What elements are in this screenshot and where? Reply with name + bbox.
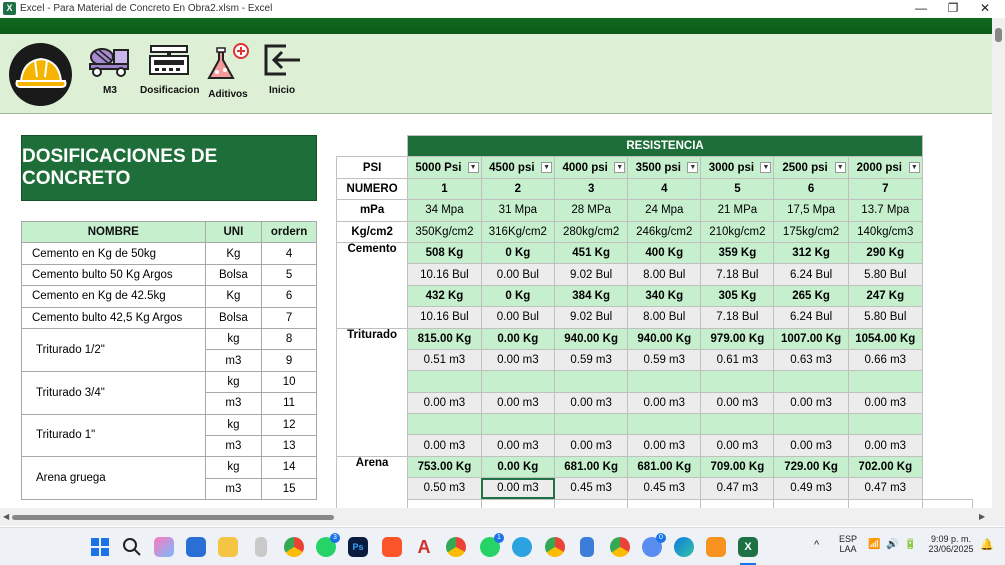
value-cell[interactable]: 28 MPa	[555, 200, 628, 221]
empty-cell[interactable]	[481, 371, 554, 392]
value-cell[interactable]: 0.00 m3	[408, 392, 481, 413]
windows-taskbar	[0, 527, 1005, 565]
material-name-cell[interactable]: Cemento en Kg de 42.5kg	[22, 286, 206, 307]
psi-label: 3500 psi	[635, 161, 681, 174]
empty-cell[interactable]	[555, 499, 628, 508]
value-cell[interactable]: 2	[481, 178, 554, 199]
nav-label-inicio: Inicio	[268, 85, 296, 96]
empty-cell[interactable]	[701, 414, 774, 435]
nav-label-dosificacion: Dosificacion	[140, 85, 200, 96]
empty-cell[interactable]	[408, 414, 481, 435]
value-cell[interactable]: 0.00 m3	[848, 392, 922, 413]
value-cell[interactable]: 210kg/cm2	[701, 221, 774, 242]
empty-cell[interactable]	[774, 499, 848, 508]
nav-button-inicio[interactable]	[260, 42, 304, 96]
value-cell[interactable]: 0.00 m3	[481, 478, 554, 499]
value-cell[interactable]: 0.00 m3	[701, 392, 774, 413]
page-title: DOSIFICACIONES DE CONCRETO	[21, 135, 317, 201]
value-cell[interactable]: 1	[408, 178, 481, 199]
nav-ribbon	[0, 34, 992, 114]
value-cell[interactable]: 0.00 m3	[701, 435, 774, 456]
psi-label: 3000 psi	[708, 161, 755, 174]
unit-cell[interactable]: Bolsa	[205, 307, 262, 328]
volume-icon[interactable]: 🔊	[886, 539, 899, 550]
value-cell[interactable]: 5.80 Bul	[848, 264, 922, 285]
value-cell[interactable]: 6.24 Bul	[774, 264, 848, 285]
unit-cell[interactable]: m3	[205, 478, 262, 499]
table-row	[337, 349, 973, 370]
chrome-profile3-icon[interactable]	[610, 537, 630, 557]
nav-button-m3[interactable]	[88, 42, 132, 96]
value-cell[interactable]: 702.00 Kg	[848, 456, 922, 477]
telegram-icon[interactable]	[512, 537, 532, 557]
table-row	[22, 264, 317, 285]
wifi-icon[interactable]: 📶	[868, 539, 881, 550]
whatsapp2-badge: 1	[494, 533, 504, 543]
acrobat-icon[interactable]: A	[417, 537, 431, 557]
excel-app-icon: X	[3, 2, 16, 15]
value-cell[interactable]: 940.00 Kg	[555, 328, 628, 349]
table-row	[337, 307, 973, 328]
empty-cell[interactable]	[774, 414, 848, 435]
notepad-icon[interactable]	[580, 537, 594, 557]
value-cell[interactable]: 0 Kg	[481, 242, 554, 263]
unit-cell[interactable]: kg	[205, 371, 262, 392]
value-cell[interactable]: 0.00 m3	[481, 392, 554, 413]
row-label-arena: Arena	[337, 456, 408, 508]
order-cell[interactable]: 15	[262, 478, 317, 499]
nav-label-m3: M3	[103, 85, 117, 96]
vertical-scroll-thumb[interactable]	[995, 28, 1002, 42]
value-cell[interactable]: 0.00 Bul	[481, 264, 554, 285]
chrome-badge: 0	[656, 533, 666, 543]
close-button[interactable]: ✕	[979, 1, 991, 15]
windows-start-icon[interactable]	[90, 537, 110, 557]
value-cell[interactable]: 9.02 Bul	[555, 264, 628, 285]
edge-icon[interactable]	[674, 537, 694, 557]
order-cell[interactable]: 14	[262, 457, 317, 478]
table-row	[337, 414, 973, 435]
empty-cell[interactable]	[628, 371, 701, 392]
table-row	[22, 457, 317, 478]
whiteboard-icon[interactable]	[186, 537, 206, 557]
unit-cell[interactable]: m3	[205, 393, 262, 414]
value-cell[interactable]: 5.80 Bul	[848, 307, 922, 328]
value-cell[interactable]: 0.47 m3	[701, 478, 774, 499]
value-cell[interactable]: 5	[701, 178, 774, 199]
value-cell[interactable]: 7.18 Bul	[701, 307, 774, 328]
horizontal-scroll-thumb[interactable]	[12, 515, 334, 520]
value-cell[interactable]: 400 Kg	[628, 242, 701, 263]
material-name-cell[interactable]: Triturado 1"	[22, 414, 206, 457]
empty-cell[interactable]	[555, 414, 628, 435]
empty-cell[interactable]	[848, 499, 922, 508]
value-cell[interactable]: 0.66 m3	[848, 349, 922, 370]
whatsapp-badge: 3	[330, 533, 340, 543]
row-label-mpa: mPa	[337, 200, 408, 221]
value-cell[interactable]: 508 Kg	[408, 242, 481, 263]
unit-cell[interactable]: Bolsa	[205, 264, 262, 285]
header-green-bar	[0, 18, 992, 34]
order-cell[interactable]: 4	[262, 243, 317, 264]
value-cell[interactable]: 265 Kg	[774, 285, 848, 306]
value-cell[interactable]: 0.00 m3	[408, 435, 481, 456]
filter-dropdown-icon[interactable]: ▼	[835, 162, 846, 173]
horizontal-scrollbar[interactable]	[0, 508, 1005, 526]
order-cell[interactable]: 11	[262, 393, 317, 414]
psi-filter-cell[interactable]	[774, 157, 848, 178]
window-title: Excel - Para Material de Concreto En Obra2.xlsm - Excel	[20, 3, 273, 14]
value-cell[interactable]: 359 Kg	[701, 242, 774, 263]
empty-cell[interactable]	[628, 414, 701, 435]
window-titlebar	[0, 0, 1005, 18]
table-row	[22, 307, 317, 328]
value-cell[interactable]: 979.00 Kg	[701, 328, 774, 349]
value-cell[interactable]: 13.7 Mpa	[848, 200, 922, 221]
excel-taskbar-icon[interactable]: X	[738, 537, 758, 557]
order-cell[interactable]: 8	[262, 328, 317, 349]
table-row	[337, 328, 973, 349]
value-cell[interactable]: 729.00 Kg	[774, 456, 848, 477]
material-name-cell[interactable]: Cemento en Kg de 50kg	[22, 243, 206, 264]
unit-cell[interactable]: Kg	[205, 243, 262, 264]
psi-filter-cell[interactable]	[555, 157, 628, 178]
value-cell[interactable]: 3	[555, 178, 628, 199]
exit-arrow-icon	[260, 42, 304, 78]
value-cell[interactable]: 384 Kg	[555, 285, 628, 306]
table-row	[337, 371, 973, 392]
psi-filter-cell[interactable]	[408, 157, 481, 178]
scroll-right-icon[interactable]: ▶	[979, 512, 986, 521]
value-cell[interactable]: 350Kg/cm2	[408, 221, 481, 242]
table-row	[337, 200, 973, 221]
value-cell[interactable]: 0.00 m3	[628, 392, 701, 413]
value-cell[interactable]: 34 Mpa	[408, 200, 481, 221]
language-layout: LAA	[839, 544, 857, 554]
value-cell[interactable]: 0.00 m3	[555, 435, 628, 456]
chrome-profile2-icon[interactable]	[545, 537, 565, 557]
brave-icon[interactable]	[382, 537, 402, 557]
value-cell[interactable]: 312 Kg	[774, 242, 848, 263]
col-header-nombre: NOMBRE	[22, 222, 206, 243]
material-name-cell[interactable]: Cemento bulto 42,5 Kg Argos	[22, 307, 206, 328]
value-cell[interactable]: 305 Kg	[701, 285, 774, 306]
order-cell[interactable]: 5	[262, 264, 317, 285]
value-cell[interactable]: 1054.00 Kg	[848, 328, 922, 349]
row-label-numero: NUMERO	[337, 178, 408, 199]
materials-table	[21, 221, 317, 500]
value-cell[interactable]: 280kg/cm2	[555, 221, 628, 242]
table-row	[22, 414, 317, 435]
value-cell[interactable]: 0.00 m3	[848, 435, 922, 456]
spreadsheet-area[interactable]	[0, 115, 992, 508]
unit-cell[interactable]: m3	[205, 350, 262, 371]
order-cell[interactable]: 7	[262, 307, 317, 328]
chrome-profile4-icon[interactable]	[642, 534, 663, 557]
empty-cell[interactable]	[848, 371, 922, 392]
value-cell[interactable]: 8.00 Bul	[628, 264, 701, 285]
empty-cell[interactable]	[628, 499, 701, 508]
table-row	[337, 157, 973, 178]
value-cell[interactable]: 0.00 m3	[555, 392, 628, 413]
table-row	[337, 456, 973, 477]
psi-filter-cell[interactable]	[848, 157, 922, 178]
value-cell[interactable]: 6.24 Bul	[774, 307, 848, 328]
file-explorer-icon[interactable]	[218, 537, 238, 557]
filter-dropdown-icon[interactable]: ▼	[541, 162, 552, 173]
value-cell[interactable]: 753.00 Kg	[408, 456, 481, 477]
value-cell[interactable]: 0.45 m3	[628, 478, 701, 499]
row-label-triturado: Triturado	[337, 328, 408, 456]
value-cell[interactable]: 0 Kg	[481, 285, 554, 306]
clock-date: 23/06/2025	[928, 544, 974, 554]
order-cell[interactable]: 9	[262, 350, 317, 371]
value-cell[interactable]: 0.00 m3	[774, 435, 848, 456]
value-cell[interactable]: 290 Kg	[848, 242, 922, 263]
value-cell[interactable]: 0.61 m3	[701, 349, 774, 370]
order-cell[interactable]: 6	[262, 286, 317, 307]
value-cell[interactable]: 316Kg/cm2	[481, 221, 554, 242]
nav-label-aditivos: Aditivos	[208, 89, 248, 100]
value-cell[interactable]: 6	[774, 178, 848, 199]
value-cell[interactable]: 0.47 m3	[848, 478, 922, 499]
chrome-icon[interactable]	[284, 537, 304, 557]
material-name-cell[interactable]: Triturado 1/2"	[22, 328, 206, 371]
material-name-cell[interactable]: Cemento bulto 50 Kg Argos	[22, 264, 206, 285]
empty-cell[interactable]	[922, 499, 972, 508]
value-cell[interactable]: 175kg/cm2	[774, 221, 848, 242]
row-label-psi: PSI	[337, 157, 408, 178]
restore-button[interactable]: ❐	[947, 1, 959, 15]
empty-cell[interactable]	[555, 371, 628, 392]
hard-hat-icon	[9, 43, 72, 106]
language-indicator[interactable]	[834, 534, 862, 554]
value-cell[interactable]: 17,5 Mpa	[774, 200, 848, 221]
empty-cell[interactable]	[408, 371, 481, 392]
value-cell[interactable]: 7.18 Bul	[701, 264, 774, 285]
value-cell[interactable]: 709.00 Kg	[701, 456, 774, 477]
clock[interactable]	[926, 534, 976, 554]
unit-cell[interactable]: kg	[205, 414, 262, 435]
row-label-cemento: Cemento	[337, 242, 408, 328]
value-cell[interactable]: 0.00 m3	[774, 392, 848, 413]
value-cell[interactable]: 0.00 Kg	[481, 328, 554, 349]
value-cell[interactable]: 10.16 Bul	[408, 307, 481, 328]
chrome-profile-icon[interactable]	[446, 537, 466, 557]
psi-filter-cell[interactable]	[701, 157, 774, 178]
tray-overflow-icon[interactable]: ^	[814, 539, 820, 551]
table-row	[337, 178, 973, 199]
table-row	[337, 499, 973, 508]
photoshop-icon[interactable]: Ps	[348, 537, 368, 557]
concrete-mixer-truck-icon	[88, 42, 132, 78]
vertical-scrollbar[interactable]	[992, 18, 1005, 508]
value-cell[interactable]: 9.02 Bul	[555, 307, 628, 328]
empty-cell[interactable]	[481, 414, 554, 435]
value-cell[interactable]: 0.00 m3	[481, 435, 554, 456]
office-app-icon[interactable]	[706, 537, 726, 557]
unit-cell[interactable]: m3	[205, 435, 262, 456]
psi-filter-cell[interactable]	[481, 157, 554, 178]
row-label-kgcm2: Kg/cm2	[337, 221, 408, 242]
table-row	[337, 478, 973, 499]
value-cell[interactable]: 940.00 Kg	[628, 328, 701, 349]
order-cell[interactable]: 10	[262, 371, 317, 392]
value-cell[interactable]: 340 Kg	[628, 285, 701, 306]
filter-dropdown-icon[interactable]: ▼	[614, 162, 625, 173]
language-code: ESP	[838, 534, 857, 544]
table-row	[337, 264, 973, 285]
resistance-table	[336, 135, 973, 508]
battery-icon[interactable]: 🔋	[904, 539, 917, 550]
col-header-uni: UNI	[205, 222, 262, 243]
psi-label: 2500 psi	[782, 161, 828, 174]
unit-cell[interactable]: kg	[205, 328, 262, 349]
value-cell[interactable]: 0.00 Bul	[481, 307, 554, 328]
table-row	[337, 392, 973, 413]
value-cell[interactable]: 0.00 m3	[628, 435, 701, 456]
value-cell[interactable]: 21 MPa	[701, 200, 774, 221]
empty-cell[interactable]	[701, 371, 774, 392]
search-icon[interactable]	[122, 537, 142, 557]
table-row	[337, 285, 973, 306]
whatsapp-business-icon[interactable]	[480, 534, 501, 557]
table-row	[337, 221, 973, 242]
order-cell[interactable]: 13	[262, 435, 317, 456]
flask-add-icon	[205, 42, 251, 82]
empty-cell[interactable]	[848, 414, 922, 435]
copilot-icon[interactable]	[154, 537, 174, 557]
value-cell[interactable]: 451 Kg	[555, 242, 628, 263]
value-cell[interactable]: 0.63 m3	[774, 349, 848, 370]
filter-dropdown-icon[interactable]: ▼	[468, 162, 479, 173]
value-cell[interactable]: 246kg/cm2	[628, 221, 701, 242]
value-cell[interactable]: 247 Kg	[848, 285, 922, 306]
clock-time: 9:09 p. m.	[930, 534, 972, 544]
filter-dropdown-icon[interactable]: ▼	[760, 162, 771, 173]
value-cell[interactable]: 0.59 m3	[555, 349, 628, 370]
value-cell[interactable]: 8.00 Bul	[628, 307, 701, 328]
resistencia-header: RESISTENCIA	[408, 136, 923, 157]
empty-cell[interactable]	[481, 499, 554, 508]
unit-cell[interactable]: Kg	[205, 286, 262, 307]
value-cell[interactable]: 140kg/cm3	[848, 221, 922, 242]
notification-bell-icon[interactable]: 🔔	[980, 539, 994, 551]
value-cell[interactable]: 31 Mpa	[481, 200, 554, 221]
value-cell[interactable]: 681.00 Kg	[628, 456, 701, 477]
empty-cell[interactable]	[774, 371, 848, 392]
value-cell[interactable]: 0.00 m3	[481, 349, 554, 370]
table-row	[22, 328, 317, 349]
nav-button-aditivos[interactable]	[205, 42, 251, 100]
value-cell[interactable]: 0.49 m3	[774, 478, 848, 499]
unit-cell[interactable]: kg	[205, 457, 262, 478]
table-row	[337, 242, 973, 263]
empty-cell[interactable]	[701, 499, 774, 508]
value-cell[interactable]: 4	[628, 178, 701, 199]
value-cell[interactable]: 1007.00 Kg	[774, 328, 848, 349]
nav-button-dosificacion[interactable]	[140, 42, 198, 96]
whatsapp-icon[interactable]	[316, 534, 337, 557]
psi-label: 4500 psi	[489, 161, 535, 174]
value-cell[interactable]: 10.16 Bul	[408, 264, 481, 285]
col-header-orden: ordern	[262, 222, 317, 243]
psi-filter-cell[interactable]	[628, 157, 701, 178]
value-cell[interactable]: 0.00 Kg	[481, 456, 554, 477]
minimize-button[interactable]: —	[915, 1, 927, 15]
weighing-scale-icon	[147, 42, 191, 78]
table-row	[22, 286, 317, 307]
psi-label: 5000 Psi	[415, 161, 462, 174]
value-cell[interactable]: 0.45 m3	[555, 478, 628, 499]
value-cell[interactable]: 24 Mpa	[628, 200, 701, 221]
filter-dropdown-icon[interactable]: ▼	[687, 162, 698, 173]
value-cell[interactable]: 432 Kg	[408, 285, 481, 306]
table-row	[337, 435, 973, 456]
usb-icon[interactable]	[255, 537, 267, 557]
value-cell[interactable]: 0.59 m3	[628, 349, 701, 370]
filter-dropdown-icon[interactable]: ▼	[909, 162, 920, 173]
psi-label: 4000 psi	[562, 161, 608, 174]
value-cell[interactable]: 0.50 m3	[408, 478, 481, 499]
value-cell[interactable]: 815.00 Kg	[408, 328, 481, 349]
scroll-left-icon[interactable]: ◀	[3, 512, 10, 521]
psi-label: 2000 psi	[856, 161, 902, 174]
value-cell[interactable]: 0.51 m3	[408, 349, 481, 370]
order-cell[interactable]: 12	[262, 414, 317, 435]
value-cell[interactable]: 681.00 Kg	[555, 456, 628, 477]
value-cell[interactable]: 7	[848, 178, 922, 199]
table-row	[22, 371, 317, 392]
table-row	[22, 243, 317, 264]
material-name-cell[interactable]: Arena gruega	[22, 457, 206, 500]
material-name-cell[interactable]: Triturado 3/4"	[22, 371, 206, 414]
